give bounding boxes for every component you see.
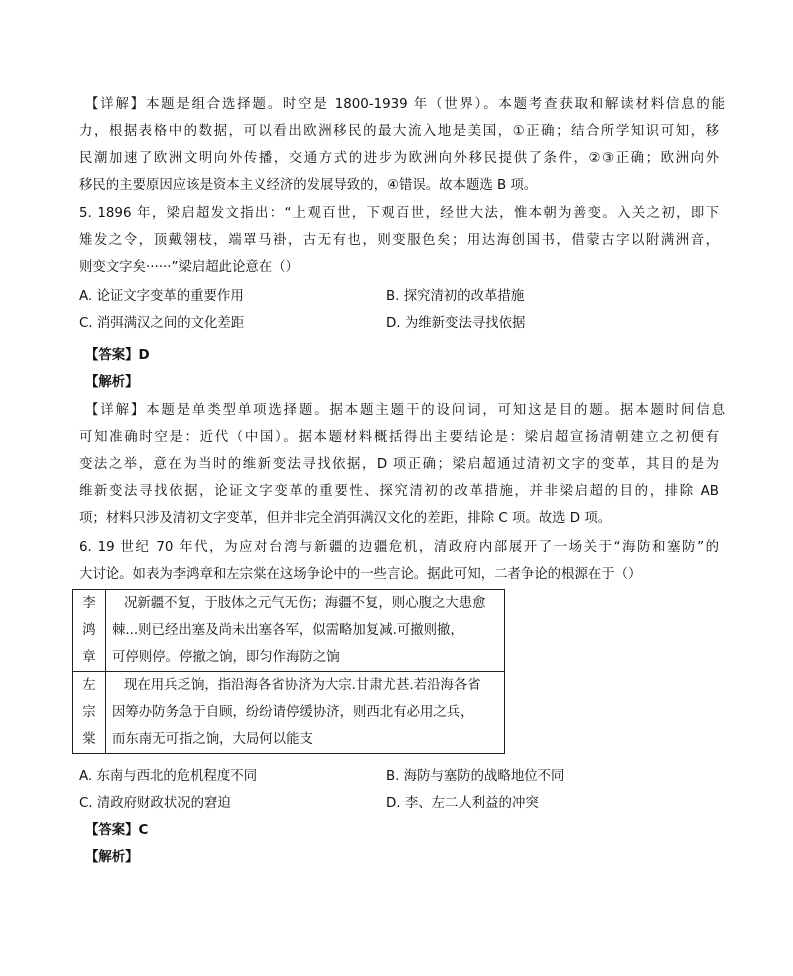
q5-option-c: C. 消弭满汉之间的文化差距: [79, 316, 245, 331]
q5-stem-line-2: 雉发之令，顶戴翎枝，端罩马褂，古无有也，则变服色矣；用达海创国书，借蒙古字以附满洲音，: [79, 233, 719, 248]
q5-analysis-label: 【解析】: [85, 375, 139, 390]
q6-option-b: B. 海防与塞防的战略地位不同: [386, 769, 565, 784]
table-row: [73, 590, 505, 672]
speaker-cell: [73, 672, 106, 754]
prev-analysis-line-1: 【详解】本题是组合选择题。时空是 1800-1939 年（世界）。本题考查获取和解读材料信息的能: [85, 97, 725, 112]
speaker-li-hongzhang: 李鸿章: [82, 596, 96, 665]
q6-analysis-label: 【解析】: [85, 850, 139, 865]
prev-analysis-line-2: 力，根据表格中的数据，可以看出欧洲移民的最大流入地是美国，①正确；结合所学知识可知，移: [79, 124, 719, 139]
quote-line: 而东南无可指之饷，大局何以能支: [112, 732, 313, 747]
q6-stem-line-1: 6. 19 世纪 70 年代，为应对台湾与新疆的边疆危机，清政府内部展开了一场关于“海防和塞防”的: [79, 540, 719, 555]
quote-line: 现在用兵乏饷，指沿海各省协济为大宗.甘肃尤甚.若沿海各省: [124, 678, 481, 693]
prev-analysis-line-4: 移民的主要原因应该是资本主义经济的发展导致的，④错误。故本题选 B 项。: [79, 178, 538, 193]
q5-option-b: B. 探究清初的改革措施: [386, 289, 525, 304]
speaker-zuo-zongtang: 左宗棠: [82, 678, 96, 747]
quote-cell: [106, 590, 505, 672]
q5-answer: 【答案】D: [85, 348, 150, 363]
q6-stem-line-2: 大讨论。如表为李鸿章和左宗棠在这场争论中的一些言论。据此可知，二者争论的根源在于（）: [79, 567, 642, 582]
q6-option-a: A. 东南与西北的危机程度不同: [79, 769, 258, 784]
q5-detail-line-5: 项；材料只涉及清初文字变革，但并非完全消弭满汉文化的差距，排除 C 项。故选 D 项。: [79, 511, 612, 526]
table-row: [73, 672, 505, 754]
quote-cell: [106, 672, 505, 754]
q5-stem-line-1: 5. 1896 年，梁启超发文指出：“上观百世，下观百世，经世大法，惟本朝为善变。入关之初，即下: [79, 206, 719, 221]
speaker-cell: [73, 590, 106, 672]
q6-option-d: D. 李、左二人利益的冲突: [386, 796, 539, 811]
q5-detail-line-4: 维新变法寻找依据，论证文字变革的重要性、探究清初的改革措施，并非梁启超的目的，排除 AB: [79, 484, 719, 499]
q5-option-d: D. 为维新变法寻找依据: [386, 316, 526, 331]
q5-detail-line-2: 可知准确时空是：近代（中国）。据本题材料概括得出主要结论是：梁启超宣扬清朝建立之初便有: [79, 430, 719, 445]
q5-option-a: A. 论证文字变革的重要作用: [79, 289, 244, 304]
q6-answer: 【答案】C: [85, 823, 149, 838]
quote-line: 棘...则已经出塞及尚未出塞各军，似需略加复减.可撤则撤，: [112, 623, 464, 638]
prev-analysis-line-3: 民潮加速了欧洲文明向外传播，交通方式的进步为欧洲向外移民提供了条件，②③正确；欧洲向外: [79, 151, 719, 166]
q6-quote-table: [72, 589, 505, 754]
quote-line: 可停则停。停撤之饷，即匀作海防之饷: [112, 650, 340, 665]
q5-detail-line-3: 变法之举，意在为当时的维新变法寻找依据，D 项正确；梁启超通过清初文字的变革，其目的是为: [79, 457, 719, 472]
quote-line: 况新疆不复，于肢体之元气无伤；海疆不复，则心腹之大患愈: [124, 596, 486, 611]
quote-line: 因筹办防务急于自顾，纷纷请停缓协济，则西北有必用之兵，: [112, 705, 474, 720]
q5-stem-line-3: 则变文字矣······”梁启超此论意在（）: [79, 260, 299, 275]
q5-detail-line-1: 【详解】本题是单类型单项选择题。据本题主题干的设问词，可知这是目的题。据本题时间信息: [85, 403, 725, 418]
q6-option-c: C. 清政府财政状况的窘迫: [79, 796, 231, 811]
